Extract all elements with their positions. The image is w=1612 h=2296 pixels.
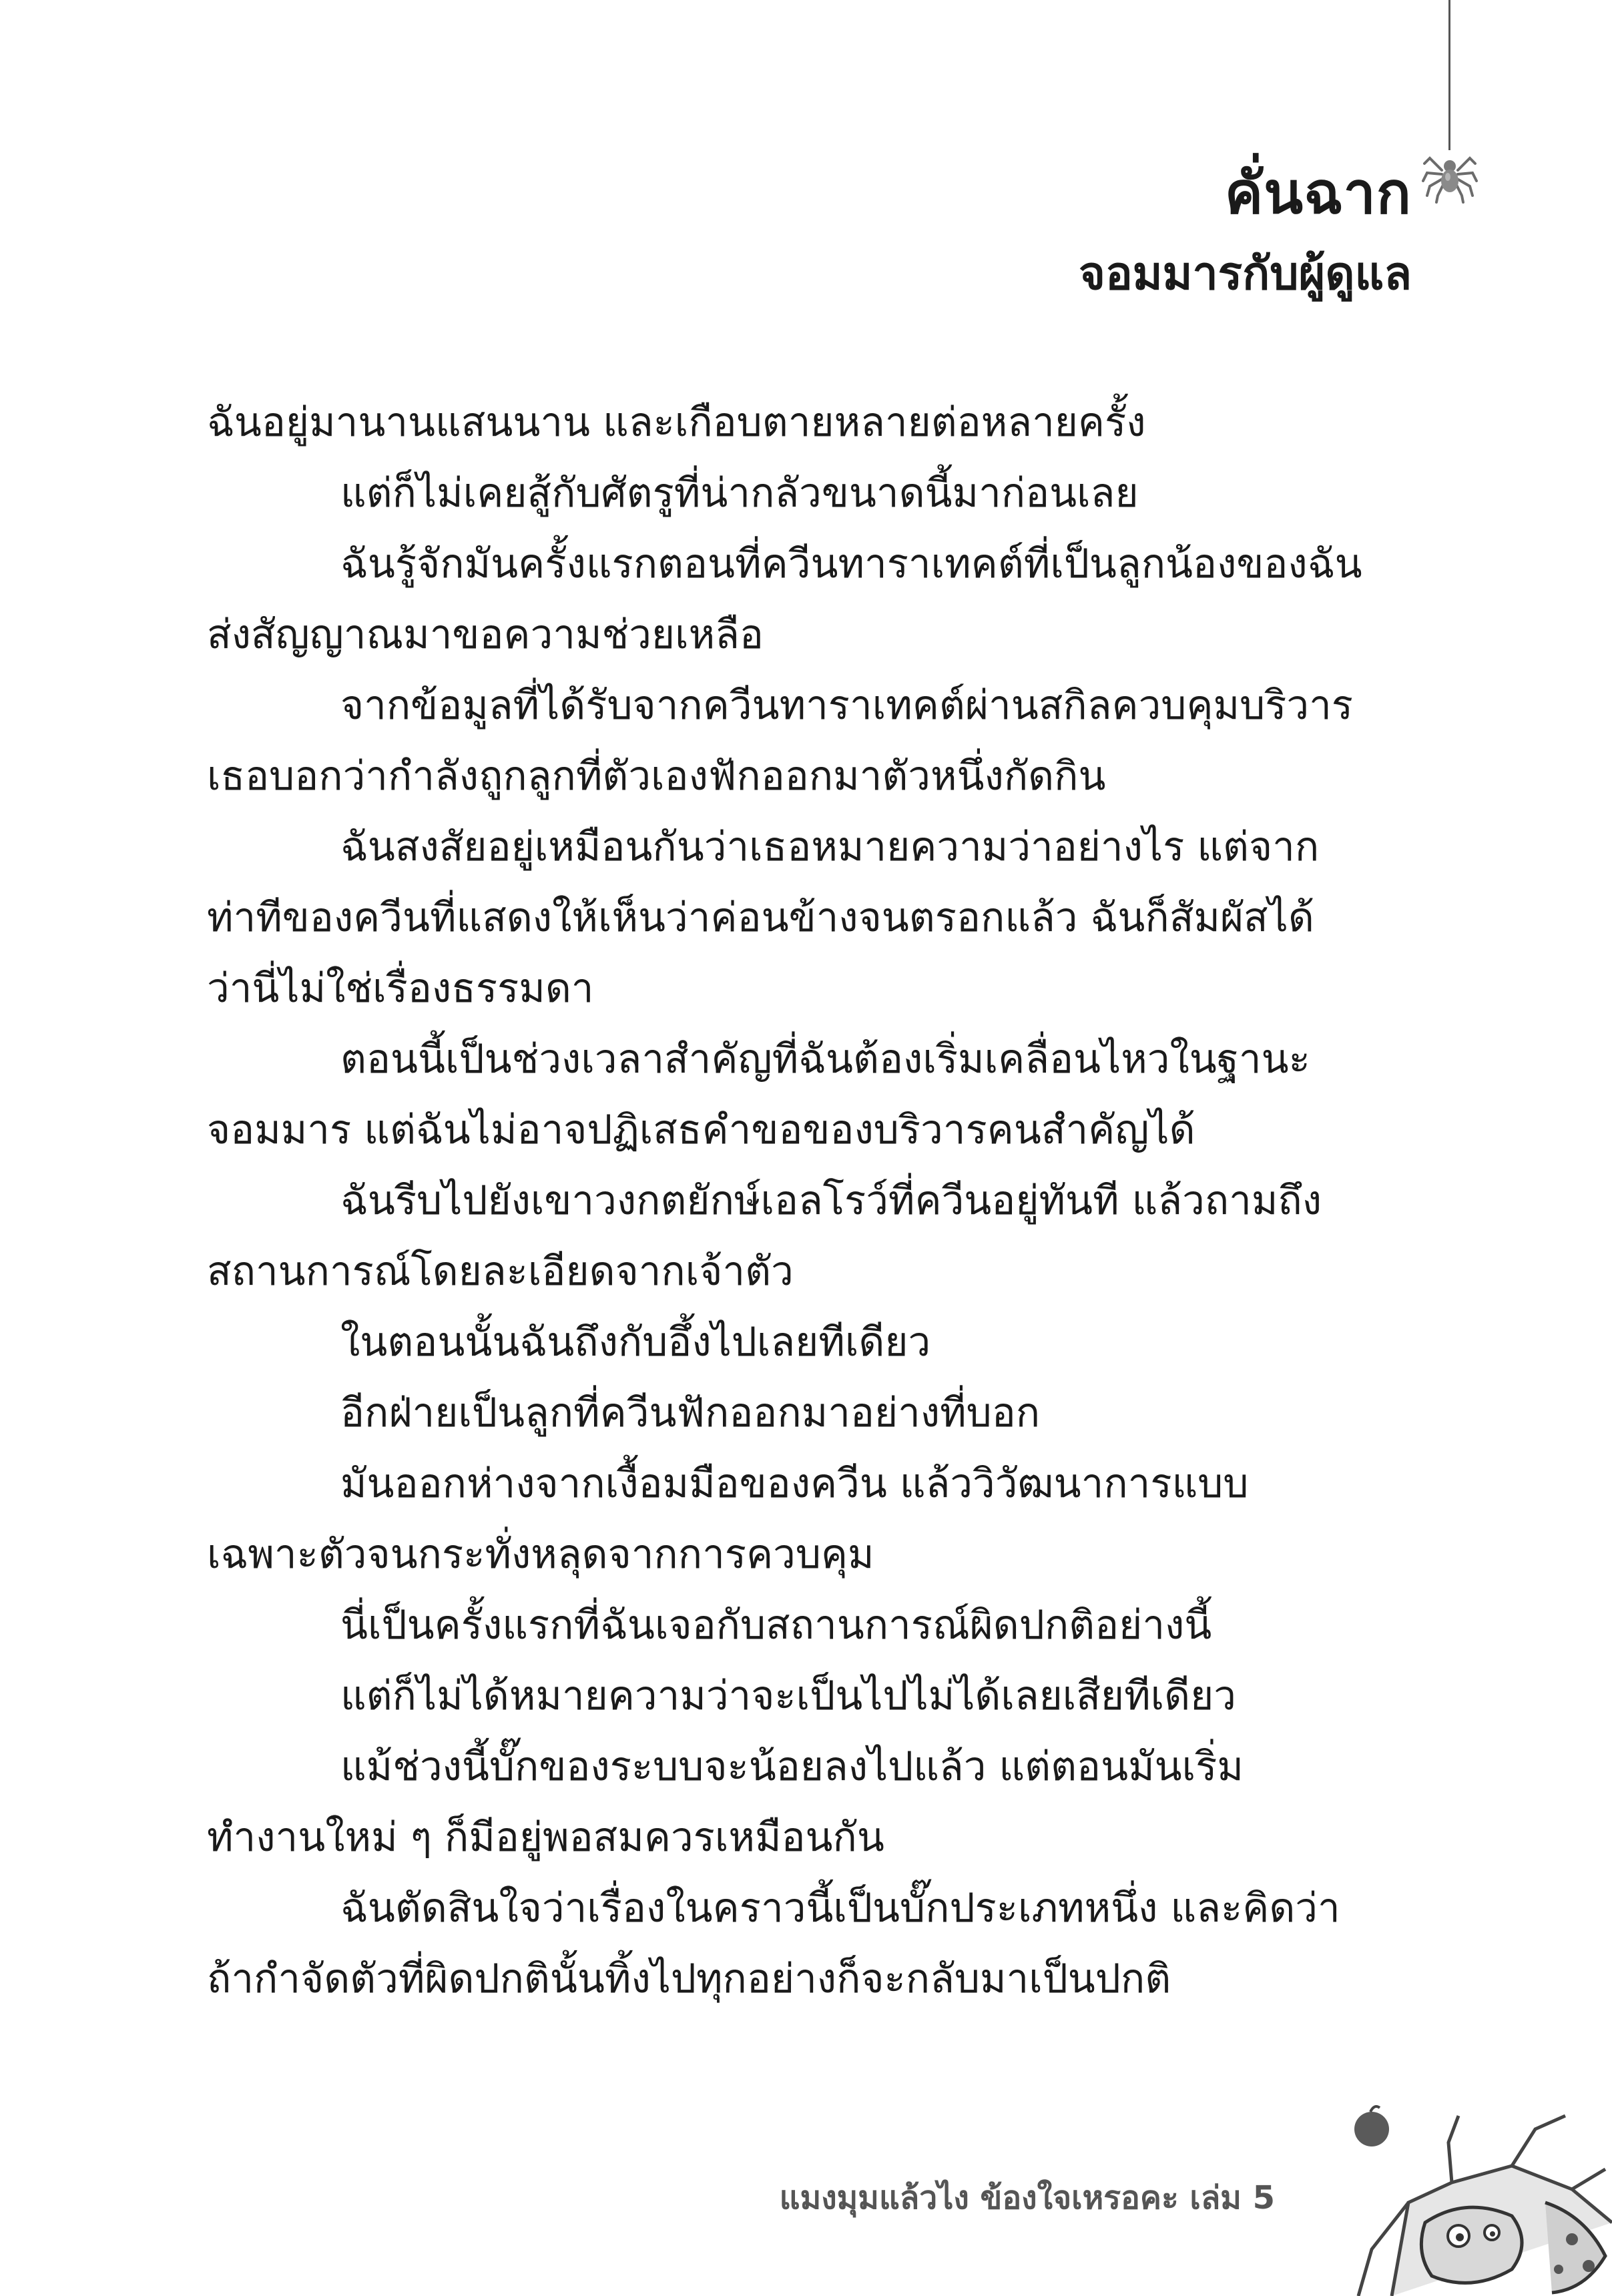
spider-thread — [1448, 0, 1450, 150]
body-line: เธอบอกว่ากำลังถูกลูกที่ตัวเองฟักออกมาตัวหนึ่งกัดกิน — [207, 753, 1106, 800]
body-line: จากข้อมูลที่ได้รับจากควีนทาราเทคต์ผ่านสกิลควบคุมบริวาร — [340, 682, 1353, 729]
body-line: ฉันสงสัยอยู่เหมือนกันว่าเธอหมายความว่าอย่างไร แต่จาก — [340, 824, 1320, 870]
body-line: สถานการณ์โดยละเอียดจากเจ้าตัว — [207, 1248, 794, 1295]
body-line: เฉพาะตัวจนกระทั่งหลุดจากการควบคุม — [207, 1531, 874, 1578]
spider-character-art — [1292, 2102, 1612, 2296]
running-footer-title: แมงมุมแล้วไง ข้องใจเหรอคะ เล่ม 5 — [779, 2179, 1275, 2217]
spider-icon — [1422, 144, 1478, 204]
body-text — [207, 387, 1415, 2014]
chapter-title: คั่นฉาก — [1224, 160, 1412, 227]
body-line: นี่เป็นครั้งแรกที่ฉันเจอกับสถานการณ์ผิดปกติอย่างนี้ — [340, 1602, 1212, 1649]
body-line: จอมมาร แต่ฉันไม่อาจปฏิเสธคำขอของบริวารคนสำคัญได้ — [207, 1107, 1195, 1153]
body-line: ฉันรีบไปยังเขาวงกตยักษ์เอลโรว์ที่ควีนอยู่ทันที แล้วถามถึง — [340, 1177, 1322, 1224]
body-line: ส่งสัญญาณมาขอความช่วยเหลือ — [207, 611, 764, 658]
body-line: ฉันตัดสินใจว่าเรื่องในคราวนี้เป็นบั๊กประเภทหนึ่ง และคิดว่า — [340, 1885, 1340, 1932]
body-line: แต่ก็ไม่เคยสู้กับศัตรูที่น่ากลัวขนาดนี้มาก่อนเลย — [340, 470, 1139, 517]
chapter-subtitle: จอมมารกับผู้ดูแล — [1079, 248, 1412, 300]
body-line: ว่านี่ไม่ใช่เรื่องธรรมดา — [207, 965, 594, 1012]
body-line: ตอนนี้เป็นช่วงเวลาสำคัญที่ฉันต้องเริ่มเคลื่อนไหวในฐานะ — [340, 1036, 1310, 1083]
body-line: แต่ก็ไม่ได้หมายความว่าจะเป็นไปไม่ได้เลยเสียทีเดียว — [340, 1673, 1236, 1719]
body-line: ท่าทีของควีนที่แสดงให้เห็นว่าค่อนข้างจนตรอกแล้ว ฉันก็สัมผัสได้ — [207, 894, 1314, 941]
body-line: ฉันรู้จักมันครั้งแรกตอนที่ควีนทาราเทคต์ที่เป็นลูกน้องของฉัน — [340, 541, 1362, 587]
body-line: ถ้ากำจัดตัวที่ผิดปกตินั้นทิ้งไปทุกอย่างก็จะกลับมาเป็นปกติ — [207, 1956, 1171, 2002]
body-line: มันออกห่างจากเงื้อมมือของควีน แล้ววิวัฒนาการแบบ — [340, 1460, 1249, 1507]
body-line: ทำงานใหม่ ๆ ก็มีอยู่พอสมควรเหมือนกัน — [207, 1814, 884, 1861]
body-line: อีกฝ่ายเป็นลูกที่ควีนฟักออกมาอย่างที่บอก — [340, 1390, 1041, 1436]
body-line: ฉันอยู่มานานแสนนาน และเกือบตายหลายต่อหลายครั้ง — [207, 399, 1146, 446]
body-line: แม้ช่วงนี้บั๊กของระบบจะน้อยลงไปแล้ว แต่ตอนมันเริ่ม — [340, 1743, 1244, 1790]
body-line: ในตอนนั้นฉันถึงกับอึ้งไปเลยทีเดียว — [340, 1319, 931, 1366]
